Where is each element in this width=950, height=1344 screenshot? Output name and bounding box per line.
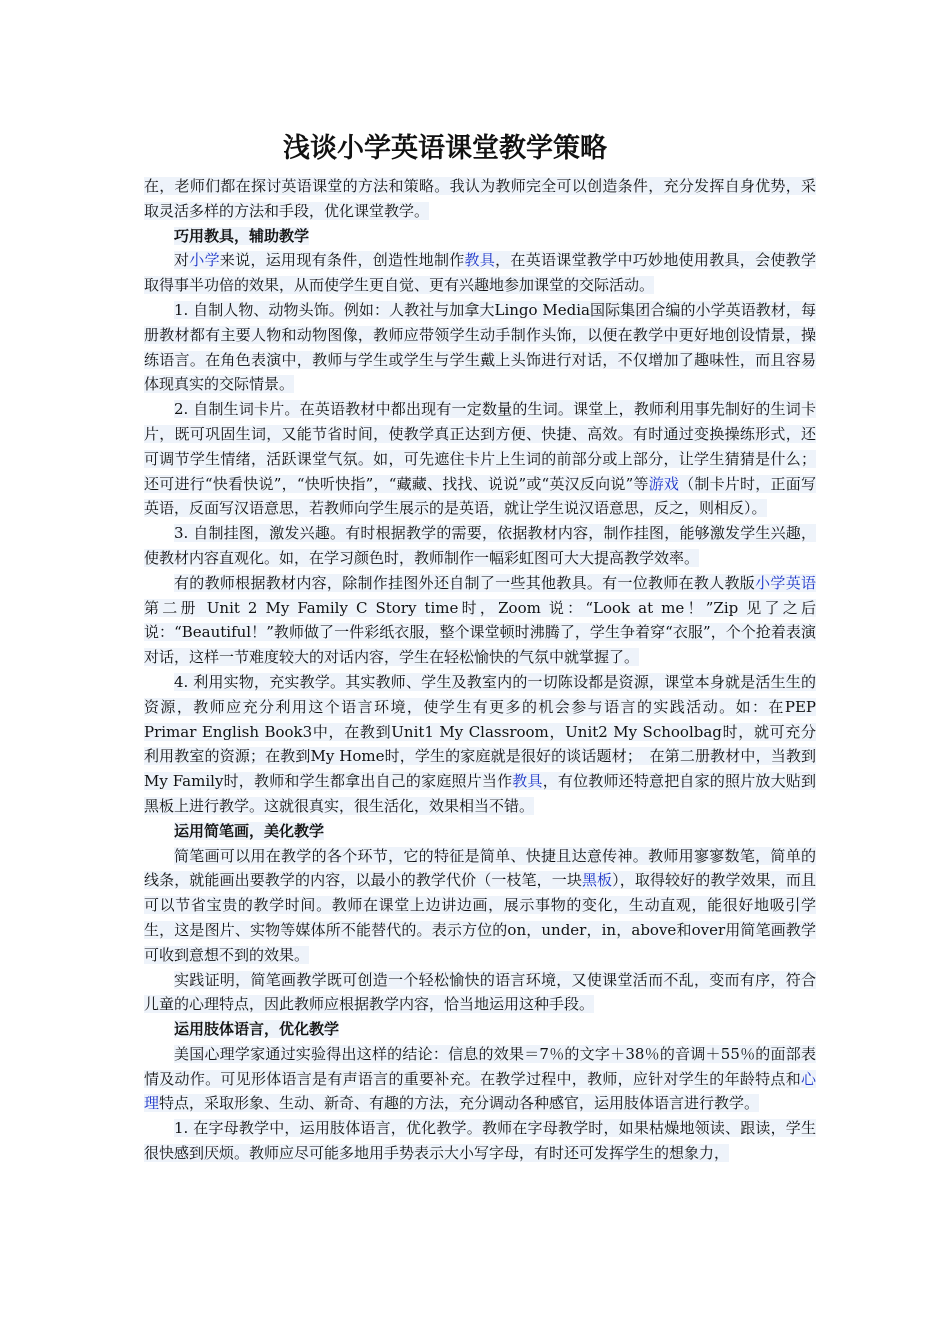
link-teaching-aids[interactable]: 教具 <box>464 251 496 270</box>
section-heading-teaching-aids <box>144 224 816 249</box>
text-run: 第二册 Unit 2 My Family C Story time时，Zoom 说：“Look at me！”Zip 见了之后说：“Beautiful！”教师做了一件彩纸衣服，整个课堂顿时沸腾了，学生争着穿“衣服”，个个抢着表演对话，这样一节难度较大的对话内容，学生在轻松愉快的气氛中就掌握了。 <box>144 598 816 667</box>
link-psychology[interactable]: 心理 <box>144 1069 816 1113</box>
section-heading-body-language <box>144 1017 816 1042</box>
link-blackboard[interactable]: 黑板 <box>581 871 613 890</box>
text-run: 4. 利用实物，充实教学。其实教师、学生及教室内的一切陈设都是资源，课堂本身就是活生生的资源，教师应充分利用这个语言环境，使学生有更多的机会参与语言的实践活动。如：在PEP Primar English Book3中，在教到Unit1 My Classroom，Unit2 My Schoolbag时，就可充分利用教室的资源；在教到My Home时，学生的家庭就是很好的谈话题材； 在第二册教材中，当教到My Family时，教师和学生都拿出自己的家庭照片当作 <box>144 672 816 791</box>
paragraph-body-language <box>144 1042 816 1116</box>
text-run: 来说，运用现有条件，创造性地制作 <box>219 251 465 270</box>
paragraph-teaching-aids-intro <box>144 248 816 298</box>
paragraph-text: 1. 在字母教学中，运用肢体语言，优化教学。教师在字母教学时，如果枯燥地领读、跟读，学生很快感到厌烦。教师应尽可能多地用手势表示大小写字母，有时还可发挥学生的想象力， <box>144 1119 816 1163</box>
text-run: 有的教师根据教材内容，除制作挂图外还自制了一些其他教具。有一位教师在教人教版 <box>174 573 756 592</box>
text-run: 2. 自制生词卡片。在英语教材中都出现有一定数量的生词。课堂上，教师利用事先制好的生词卡片，既可巩固生词，又能节省时间，使教学真正达到方便、快捷、高效。有时通过变换操练形式，还可调节学生情绪，活跃课堂气氛。如，可先遮住卡片上生词的前部分或上部分，让学生猜猜是什么；还可进行“快看快说”，“快听快指”，“藏藏、找找、说说”或“英汉反向说”等 <box>144 400 816 493</box>
paragraph-other-aids <box>144 571 816 670</box>
paragraph-practice-proof <box>144 968 816 1018</box>
text-run: （制卡片时，正面写英语，反面写汉语意思，若教师向学生展示的是英语，就让学生说汉语意思，反之，则相反）。 <box>144 474 816 518</box>
text-run: ，在英语课堂教学中巧妙地使用教具，会使教学取得事半功倍的效果，从而使学生更自觉、更有兴趣地参加课堂的交际活动。 <box>144 251 816 295</box>
paragraph-intro <box>144 174 816 224</box>
document-body <box>144 174 816 1166</box>
paragraph-text: 实践证明，简笔画教学既可创造一个轻松愉快的语言环境，又使课堂活而不乱，变而有序，符合儿童的心理特点，因此教师应根据教学内容，恰当地运用这种手段。 <box>144 970 816 1014</box>
paragraph-letter-teaching <box>144 1116 816 1166</box>
link-teaching-aids-2[interactable]: 教具 <box>512 772 543 791</box>
paragraph-text: 1. 自制人物、动物头饰。例如：人教社与加拿大Lingo Media国际集团合编的小学英语教材，每册教材都有主要人物和动物图像，教师应带领学生动手制作头饰，以便在教学中更好地创设情景，操练语言。在角色表演中，教师与学生或学生与学生戴上头饰进行对话，不仅增加了趣味性，而且容易体现真实的交际情景。 <box>144 300 816 394</box>
paragraph-text: 3. 自制挂图，激发兴趣。有时根据教学的需要，依据教材内容，制作挂图，能够激发学生兴趣，使教材内容直观化。如，在学习颜色时，教师制作一幅彩虹图可大大提高教学效率。 <box>144 524 816 567</box>
link-primary-school[interactable]: 小学 <box>189 251 220 270</box>
text-run: ），取得较好的教学效果，而且可以节省宝贵的教学时间。教师在课堂上边讲边画，展示事物的变化，生动直观，能很好地吸引学生，这是图片、实物等媒体所不能替代的。表示方位的on，under，in，above和over用简笔画教学可收到意想不到的效果。 <box>144 871 816 964</box>
text-run: 对 <box>174 251 190 270</box>
link-games[interactable]: 游戏 <box>648 474 680 493</box>
heading-text: 运用简笔画，美化教学 <box>174 821 325 840</box>
paragraph-wall-charts <box>144 521 816 571</box>
text-run: 简笔画可以用在教学的各个环节，它的特征是简单、快捷且达意传神。教师用寥寥数笔，简单的线条，就能画出要教学的内容，以最小的教学代价（一枝笔，一块 <box>144 846 816 890</box>
text-run: 特点，采取形象、生动、新奇、有趣的方法，充分调动各种感官，运用肢体语言进行教学。 <box>159 1094 760 1113</box>
paragraph-word-cards <box>144 397 816 521</box>
paragraph-real-objects <box>144 670 816 819</box>
link-primary-english[interactable]: 小学英语 <box>755 573 816 592</box>
paragraph-stick-drawing <box>144 844 816 968</box>
paragraph-text: 在，老师们都在探讨英语课堂的方法和策略。我认为教师完全可以创造条件，充分发挥自身优势，采取灵活多样的方法和手段，优化课堂教学。 <box>144 177 816 220</box>
heading-text: 运用肢体语言，优化教学 <box>174 1020 340 1039</box>
heading-text: 巧用教具，辅助教学 <box>174 226 310 245</box>
text-run: ，有位教师还特意把自家的照片放大贴到黑板上进行教学。这就很真实，很生活化，效果相当不错。 <box>144 772 816 815</box>
page-title: 浅谈小学英语课堂教学策略 <box>283 133 607 164</box>
paragraph-headwear <box>144 298 816 397</box>
section-heading-stick-drawing <box>144 819 816 844</box>
text-run: 美国心理学家通过实验得出这样的结论：信息的效果＝7％的文字＋38％的音调＋55％的面部表情及动作。可见形体语言是有声语言的重要补充。在教学过程中，教师，应针对学生的年龄特点和 <box>144 1044 816 1088</box>
